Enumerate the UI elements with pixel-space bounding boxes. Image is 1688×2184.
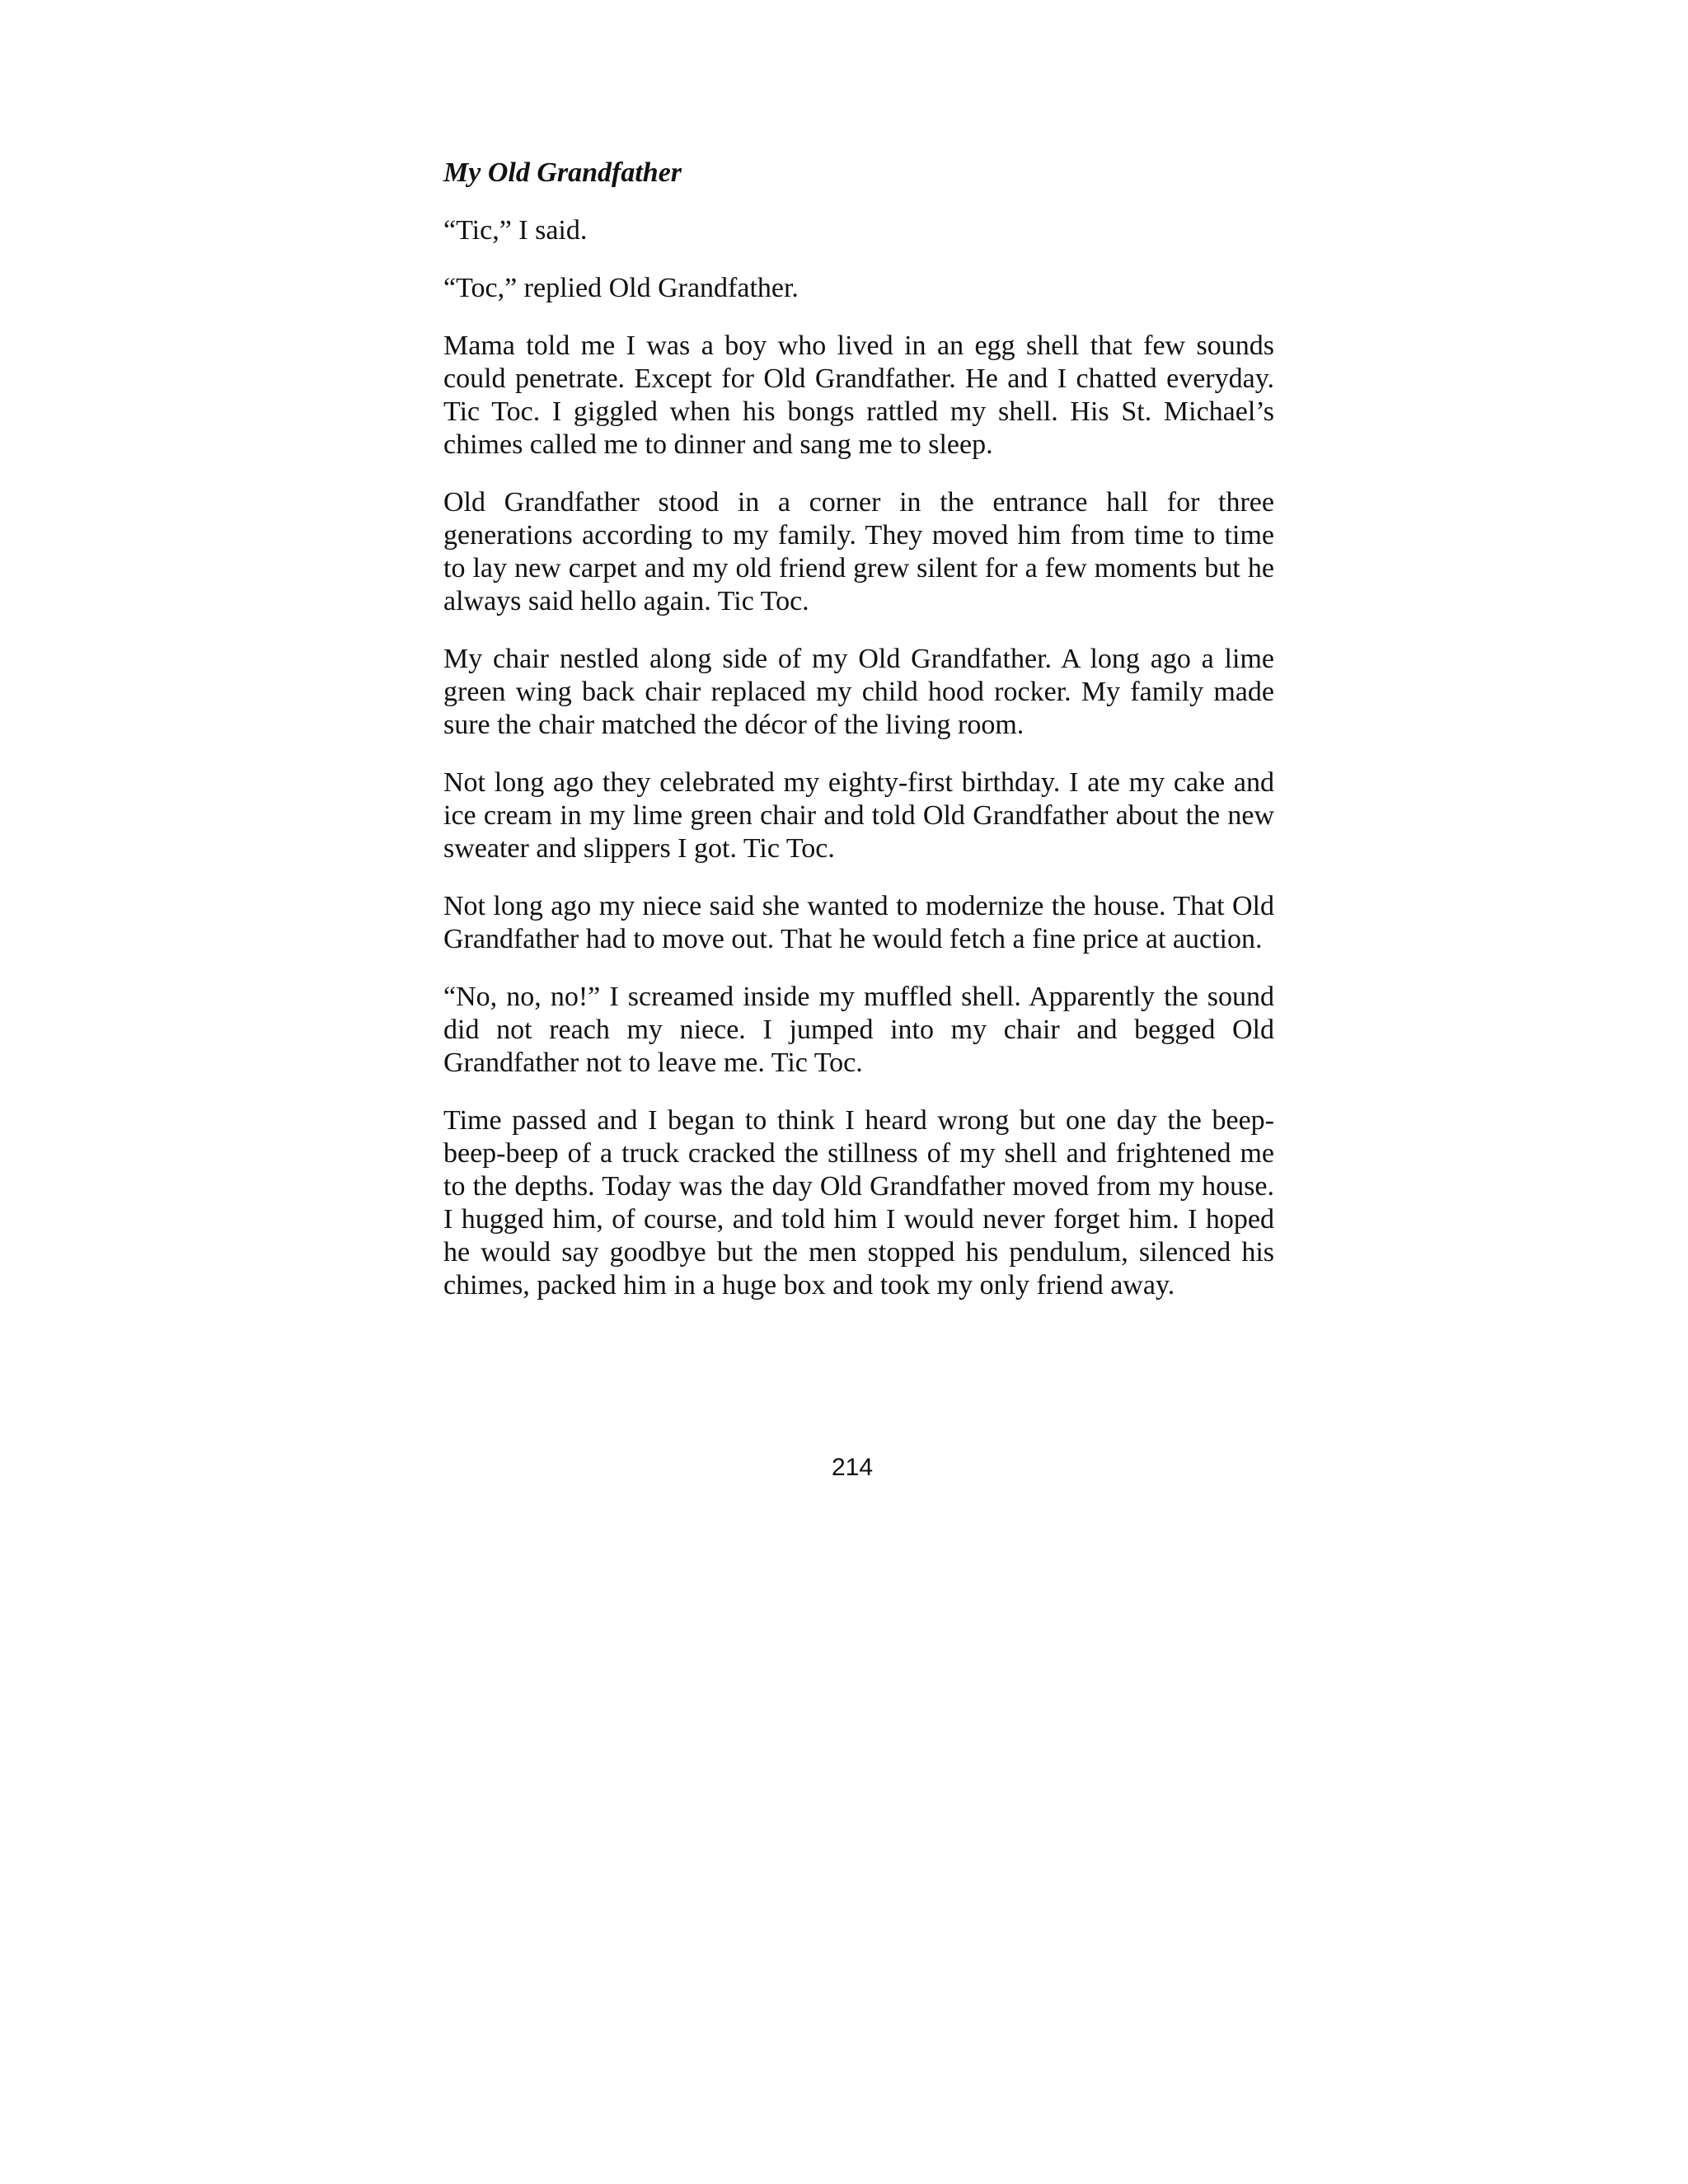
paragraph-4: Old Grandfather stood in a corner in the entrance hall for three generations according to my family. They moved him from time to time to lay new carpet and my old friend grew silent for a few moments but he always said hello again. Tic Toc.: [443, 487, 1274, 616]
paragraph-5: My chair nestled along side of my Old Grandfather. A long ago a lime green wing back chair replaced my child hood rocker. My family made sure the chair matched the décor of the living room.: [443, 644, 1274, 740]
paragraph-9: Time passed and I began to think I heard wrong but one day the beep-beep-beep of a truck cracked the stillness of my shell and frightened me to the depths. Today was the day Old Grandfather moved from my house. I hugged him, of course, and told him I would never forget him. I hoped he would say goodbye but the men stopped his pendulum, silenced his chimes, packed him in a huge box and took my only friend away.: [443, 1105, 1274, 1301]
paragraph-8: “No, no, no!” I screamed inside my muffled shell. Apparently the sound did not reach my niece. I jumped into my chair and begged Old Grandfather not to leave me. Tic Toc.: [443, 982, 1274, 1078]
story-title: My Old Grandfather: [443, 157, 682, 188]
story-body: [443, 157, 1274, 1327]
page-number: 214: [831, 1454, 874, 1481]
paragraph-6: Not long ago they celebrated my eighty-first birthday. I ate my cake and ice cream in my lime green chair and told Old Grandfather about the new sweater and slippers I got. Tic Toc.: [443, 767, 1274, 864]
paragraph-7: Not long ago my niece said she wanted to modernize the house. That Old Grandfather had to move out. That he would fetch a fine price at auction.: [443, 891, 1274, 954]
paragraph-3: Mama told me I was a boy who lived in an egg shell that few sounds could penetrate. Except for Old Grandfather. He and I chatted everyday. Tic Toc. I giggled when his bongs rattled my shell. His St. Michael’s chimes called me to dinner and sang me to sleep.: [443, 330, 1274, 460]
paragraph-1: “Tic,” I said.: [443, 215, 588, 246]
paragraph-2: “Toc,” replied Old Grandfather.: [443, 273, 799, 303]
